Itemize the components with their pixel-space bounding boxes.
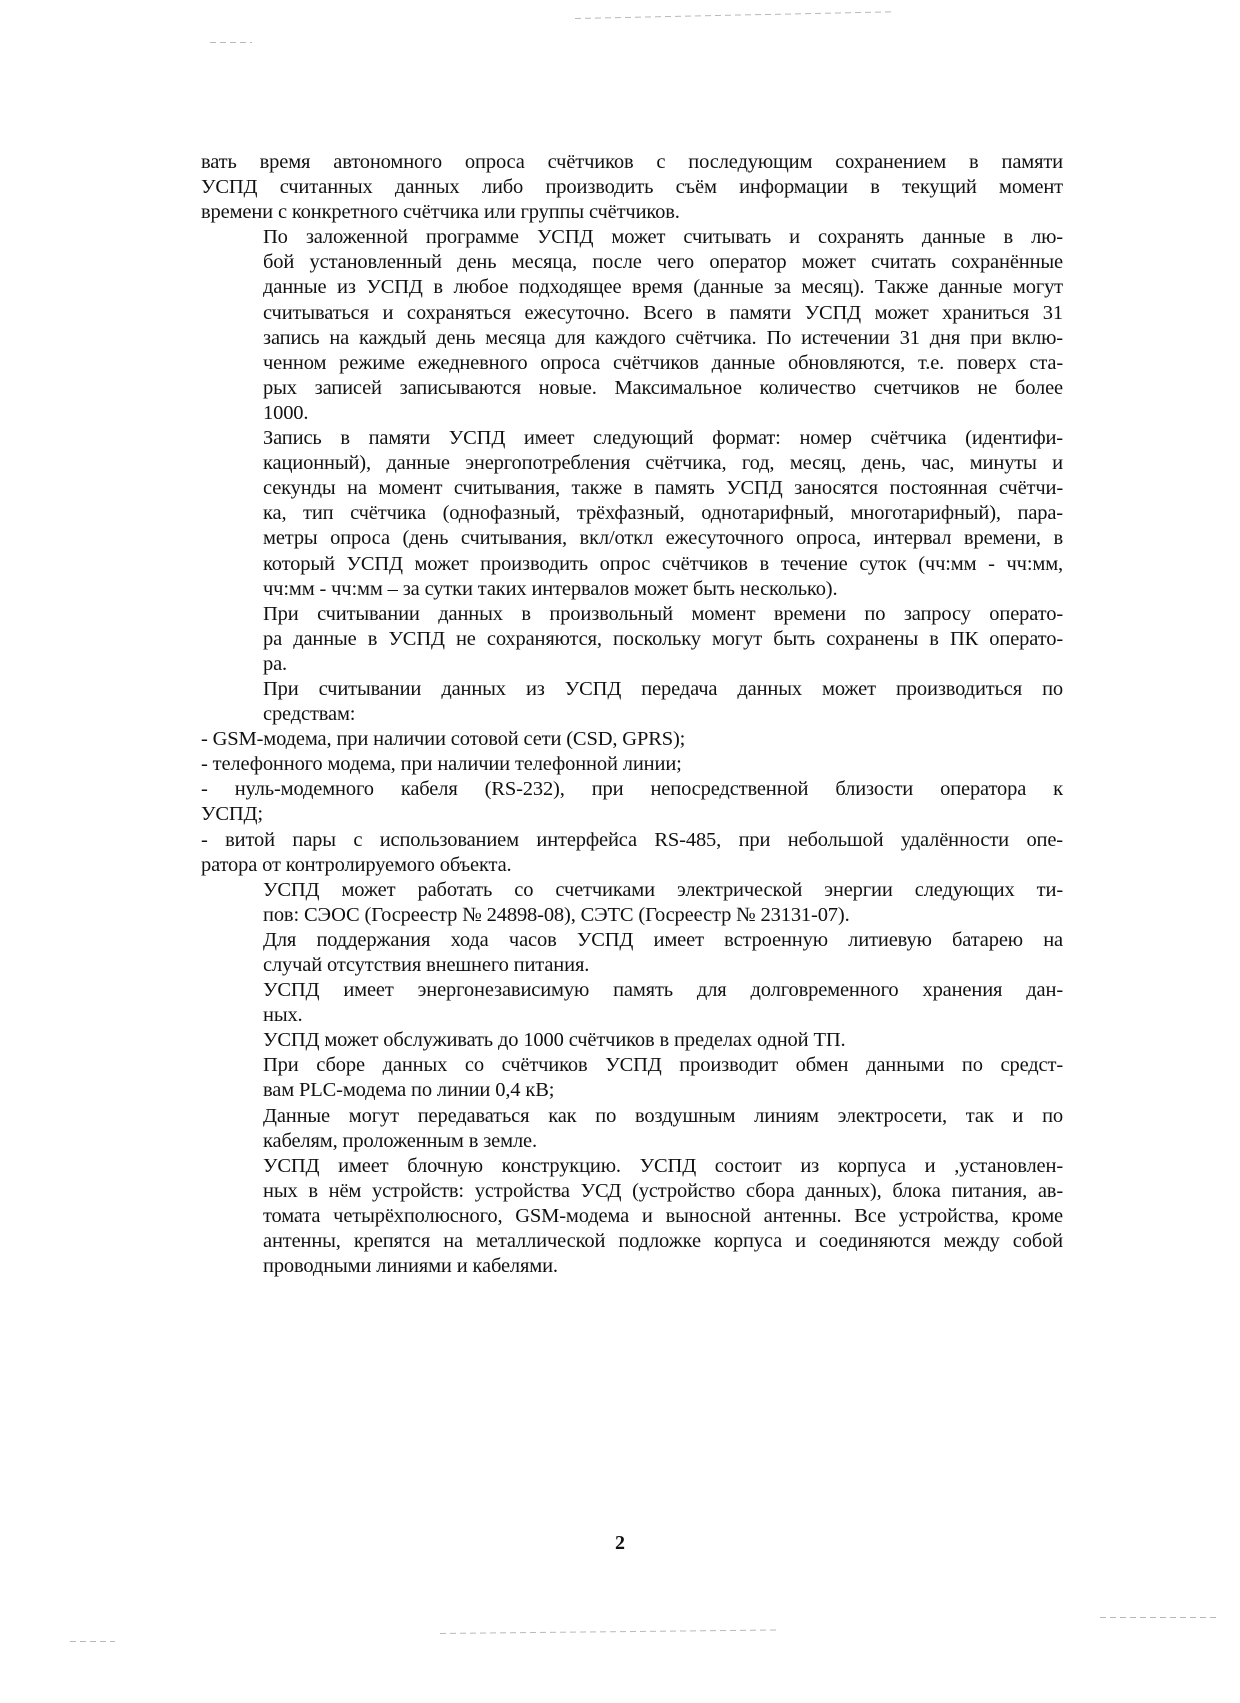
paragraph (201, 828, 1063, 878)
document-body (201, 150, 1063, 1279)
paragraph (201, 677, 1063, 727)
text-line: ратора от контролируемого объекта. (201, 853, 512, 876)
text-line: 1000. (263, 401, 309, 424)
paragraph (201, 777, 1063, 827)
scan-artifact-bottom-right (1100, 1617, 1220, 1618)
text-line: вам PLC-модема по линии 0,4 кВ; (263, 1079, 555, 1102)
paragraph (201, 928, 1063, 978)
scan-artifact-top-right (575, 11, 895, 19)
text-line: вать время автономного опроса счётчиков с последующим сохранением в памяти (201, 151, 1063, 173)
text-line: ченном режиме ежедневного опроса счётчиков данные обновляются, т.е. поверх ста- (263, 351, 1063, 374)
text-line: При сборе данных со счётчиков УСПД производит обмен данными по средст- (263, 1054, 1063, 1077)
text-line: проводными линиями и кабелями. (263, 1255, 558, 1278)
text-line: ра. (263, 652, 288, 675)
text-line: - телефонного модема, при наличии телефонной линии; (201, 753, 682, 776)
paragraph (201, 1053, 1063, 1103)
text-line: рых записей записываются новые. Максимальное количество счетчиков не более (263, 376, 1063, 399)
text-line: томата четырёхполюсного, GSM-модема и выносной антенны. Все устройства, кроме (263, 1204, 1063, 1227)
text-line: УСПД может работать со счетчиками электрической энергии следующих ти- (263, 878, 1063, 901)
text-line: чч:мм - чч:мм – за сутки таких интервалов может быть несколько). (263, 577, 838, 600)
scan-artifact-bottom-left (70, 1641, 115, 1642)
text-line: ных в нём устройств: устройства УСД (устройство сбора данных), блока питания, ав- (263, 1179, 1063, 1202)
text-line: запись на каждый день месяца для каждого счётчика. По истечении 31 дня при вклю- (263, 326, 1063, 349)
text-line: антенны, крепятся на металлической подложке корпуса и соединяются между собой (263, 1230, 1063, 1253)
paragraph (201, 150, 1063, 225)
scan-artifact-top-left (210, 42, 252, 43)
text-line: - витой пары с использованием интерфейса RS-485, при небольшой удалённости опе- (201, 828, 1063, 851)
text-line: ра данные в УСПД не сохраняются, поскольку могут быть сохранены в ПК операто- (263, 627, 1063, 650)
text-line: При считывании данных из УСПД передача данных может производиться по (263, 677, 1063, 700)
scan-artifact-bottom-center (440, 1629, 780, 1634)
text-line: кабелям, проложенным в земле. (263, 1129, 537, 1152)
text-line: времени с конкретного счётчика или группы счётчиков. (201, 201, 680, 224)
paragraph (201, 1028, 1063, 1053)
text-line: Данные могут передаваться как по воздушным линиям электросети, так и по (263, 1104, 1063, 1127)
text-line: УСПД; (201, 803, 263, 826)
paragraph (201, 752, 1063, 777)
text-line: средствам: (263, 703, 356, 726)
paragraph (201, 878, 1063, 928)
text-line: - GSM-модема, при наличии сотовой сети (CSD, GPRS); (201, 728, 686, 751)
text-line: который УСПД может производить опрос счётчиков в течение суток (чч:мм - чч:мм, (263, 552, 1063, 575)
text-line: Для поддержания хода часов УСПД имеет встроенную литиевую батарею на (263, 928, 1063, 951)
paragraph (201, 727, 1063, 752)
text-line: бой установленный день месяца, после чего оператор может считать сохранённые (263, 251, 1063, 274)
paragraph (201, 602, 1063, 677)
text-line: УСПД считанных данных либо производить съём информации в текущий момент (201, 176, 1063, 199)
text-line: случай отсутствия внешнего питания. (263, 954, 590, 976)
text-line: - нуль-модемного кабеля (RS-232), при непосредственной близости оператора к (201, 778, 1063, 801)
text-line: Запись в памяти УСПД имеет следующий формат: номер счётчика (идентифи- (263, 427, 1063, 450)
text-line: кационный), данные энергопотребления счётчика, год, месяц, день, час, минуты и (263, 452, 1063, 475)
paragraph (201, 1154, 1063, 1279)
text-line: метры опроса (день считывания, вкл/откл ежесуточного опроса, интервал времени, в (263, 527, 1063, 550)
page-number: 2 (615, 1532, 625, 1554)
text-line: секунды на момент считывания, также в память УСПД заносятся постоянная счётчи- (263, 477, 1063, 500)
text-line: пов: СЭОС (Госреестр № 24898-08), СЭТС (Госреестр № 23131-07). (263, 903, 850, 926)
text-line: По заложенной программе УСПД может считывать и сохранять данные в лю- (263, 226, 1063, 249)
paragraph (201, 426, 1063, 602)
text-line: УСПД имеет блочную конструкцию. УСПД состоит из корпуса и ,установлен- (263, 1154, 1063, 1177)
paragraph (201, 978, 1063, 1028)
text-line: считываться и сохраняться ежесуточно. Всего в памяти УСПД может храниться 31 (263, 301, 1063, 324)
paragraph (201, 225, 1063, 426)
paragraph (201, 1104, 1063, 1154)
text-line: ка, тип счётчика (однофазный, трёхфазный, однотарифный, многотарифный), пара- (263, 502, 1063, 525)
text-line: УСПД имеет энергонезависимую память для долговременного хранения дан- (263, 979, 1063, 1002)
text-line: ных. (263, 1004, 303, 1027)
text-line: данные из УСПД в любое подходящее время (данные за месяц). Также данные могут (263, 276, 1063, 299)
text-line: УСПД может обслуживать до 1000 счётчиков в пределах одной ТП. (263, 1029, 846, 1052)
text-line: При считывании данных в произвольный момент времени по запросу операто- (263, 602, 1063, 625)
